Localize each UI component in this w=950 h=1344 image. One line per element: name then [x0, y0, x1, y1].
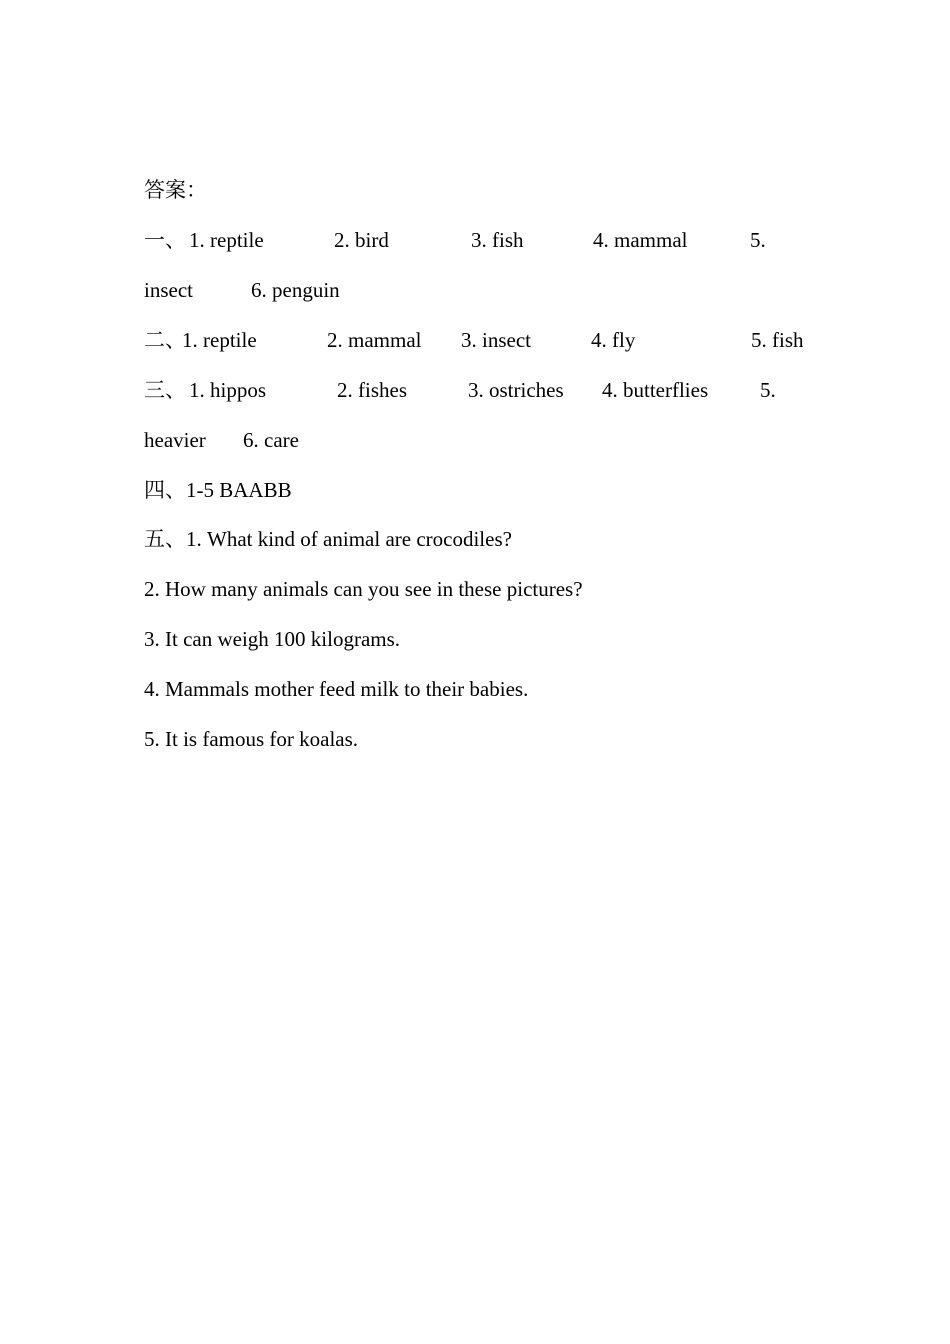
- section-2-line: [144, 325, 824, 355]
- section-4-answers: 1-5 BAABB: [186, 478, 292, 502]
- section-2-item-2: 2. mammal: [327, 328, 422, 352]
- section-3-item-2: 2. fishes: [337, 378, 407, 402]
- section-5-answer-4: 4. Mammals mother feed milk to their babies.: [144, 677, 529, 701]
- section-1-item-4: 4. mammal: [593, 228, 688, 252]
- section-3-line: [144, 375, 824, 405]
- section-3-continuation: [144, 425, 444, 455]
- section-3-item-1: 1. hippos: [189, 378, 267, 402]
- section-3-item-3: 3. ostriches: [468, 378, 564, 402]
- section-4-label: 四、: [144, 478, 186, 502]
- section-5-answer-3: 3. It can weigh 100 kilograms.: [144, 627, 401, 651]
- section-2-item-1: 1. reptile: [182, 328, 257, 352]
- section-3-item-5-word: heavier: [144, 428, 206, 452]
- section-1-item-2: 2. bird: [334, 228, 389, 252]
- section-2-label: 二、: [144, 328, 186, 352]
- section-4-line: [144, 475, 292, 505]
- section-1-line: [144, 225, 824, 255]
- section-5-answer-1: 1. What kind of animal are crocodiles?: [186, 527, 512, 551]
- section-2-item-3: 3. insect: [461, 328, 531, 352]
- section-3-item-6: 6. care: [243, 428, 299, 452]
- section-2-item-5: 5. fish: [751, 328, 804, 352]
- section-1-item-5: 5.: [750, 228, 766, 252]
- section-1-item-3: 3. fish: [471, 228, 524, 252]
- answer-heading: 答案：: [144, 178, 207, 202]
- section-3-item-5: 5.: [760, 378, 776, 402]
- section-5-label: 五、: [144, 527, 186, 551]
- section-3-item-4: 4. butterflies: [602, 378, 709, 402]
- section-2-item-4: 4. fly: [591, 328, 636, 352]
- section-3-label: 三、: [144, 378, 186, 402]
- section-1-item-5-word: insect: [144, 278, 193, 302]
- section-5-answer-2: 2. How many animals can you see in these pictures?: [144, 577, 583, 601]
- section-5-answer-5: 5. It is famous for koalas.: [144, 727, 359, 751]
- section-1-item-6: 6. penguin: [251, 278, 340, 302]
- section-1-item-1: 1. reptile: [189, 228, 264, 252]
- section-1-label: 一、: [144, 228, 186, 252]
- section-5-line-1: [144, 524, 512, 554]
- section-1-continuation: [144, 275, 444, 305]
